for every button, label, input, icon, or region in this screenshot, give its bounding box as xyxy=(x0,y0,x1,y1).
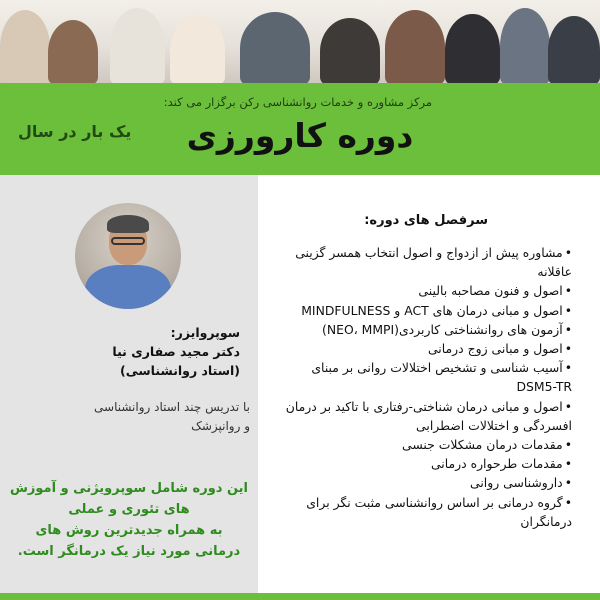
header-photo xyxy=(0,0,600,83)
promo-line-4: درمانی مورد نیاز یک درمانگر است. xyxy=(17,544,241,559)
supervisor-avatar xyxy=(75,203,181,309)
topic-item: • داروشناسی روانی xyxy=(272,473,572,492)
topic-item: • اصول و مبانی درمان شناختی-رفتاری با تاکید بر درمان افسردگی و اختلالات اضطرابی xyxy=(272,397,572,435)
teaching-note xyxy=(94,398,250,436)
topic-item: • مشاوره پیش از ازدواج و اصول انتخاب همسر گزینی عاقلانه xyxy=(272,243,572,281)
topics-heading: سرفصل های دوره: xyxy=(364,213,488,228)
topic-item: • آسیب شناسی و تشخیص اختلالات روانی بر مبنای DSM5-TR xyxy=(272,358,572,396)
supervisor-role: (استاد روانشناسی) xyxy=(120,363,240,378)
topic-item: • اصول و فنون مصاحبه بالینی xyxy=(272,281,572,300)
bottom-divider xyxy=(0,593,600,600)
topic-item: • اصول و مبانی زوج درمانی xyxy=(272,339,572,358)
topics-list xyxy=(272,243,572,531)
topic-item: • مقدمات طرحواره درمانی xyxy=(272,454,572,473)
teaching-line-1: با تدریس چند استاد روانشناسی xyxy=(94,400,250,414)
page-title: دوره کارورزی xyxy=(186,116,414,155)
supervisor-info xyxy=(112,323,240,380)
teaching-line-2: و روانپزشک xyxy=(191,419,250,433)
promo-line-2: های تئوری و عملی xyxy=(68,502,190,517)
promo-line-1: این دوره شامل سوپرویژنی و آموزش xyxy=(9,481,249,496)
topic-item: • آزمون های روانشناختی کاربردی(NEO، MMPI) xyxy=(272,320,572,339)
supervisor-label: سوپروایزر: xyxy=(170,325,240,340)
topic-item: • گروه درمانی بر اساس روانشناسی مثبت نگر برای درمانگران xyxy=(272,493,572,531)
topic-item: • اصول و مبانی درمان های ACT و MINDFULNESS xyxy=(272,301,572,320)
promo-text xyxy=(0,478,258,562)
organizer-subtitle: مرکز مشاوره و خدمات روانشناسی رکن برگزار می کند: xyxy=(163,95,432,109)
promo-line-3: به همراه جدیدترین روش های xyxy=(35,523,223,538)
topic-item: • مقدمات درمان مشکلات جنسی xyxy=(272,435,572,454)
supervisor-name: دکتر مجید صفاری نیا xyxy=(112,344,240,359)
frequency-label: یک بار در سال xyxy=(18,122,132,141)
